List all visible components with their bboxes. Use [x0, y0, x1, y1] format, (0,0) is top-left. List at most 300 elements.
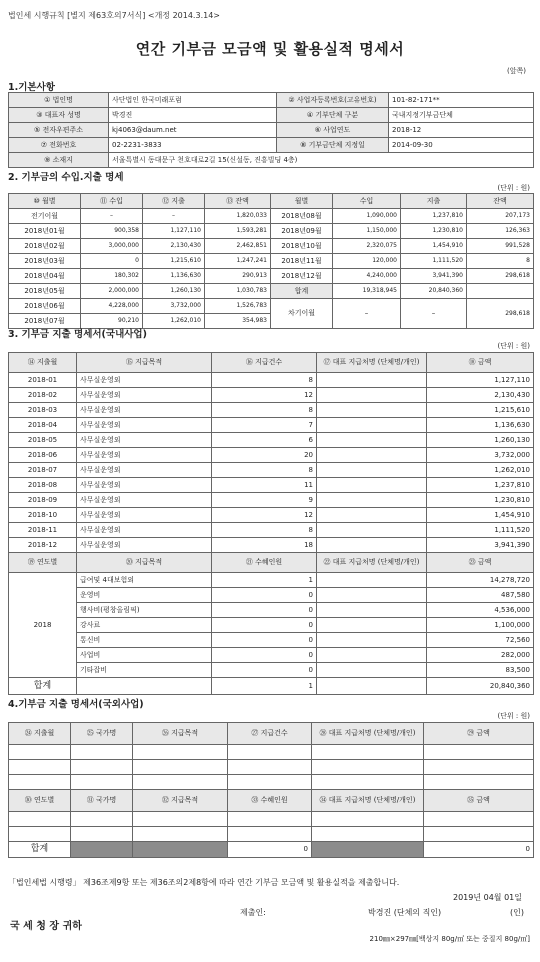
month-cell: 2018년09월 — [271, 224, 333, 239]
column-header: 월별 — [271, 194, 333, 209]
table-row — [9, 678, 534, 695]
payee-cell — [317, 603, 427, 618]
empty-cell — [228, 827, 312, 842]
table-row — [9, 842, 534, 858]
recipients-cell: 0 — [212, 603, 317, 618]
column-header: ⑬ 잔액 — [205, 194, 271, 209]
income-cell: 0 — [81, 254, 143, 269]
expense-cell: – — [143, 209, 205, 224]
empty-cell — [9, 745, 71, 760]
shaded-cell — [71, 842, 133, 858]
balance-cell: 1,593,281 — [205, 224, 271, 239]
table-row — [9, 760, 534, 775]
field-label: ⑤ 전자우편주소 — [9, 123, 109, 138]
empty-cell — [133, 745, 228, 760]
balance-cell: 1,820,033 — [205, 209, 271, 224]
purpose-cell: 사무실운영외 — [77, 463, 212, 478]
payee-cell — [317, 508, 427, 523]
balance-cell: 1,526,783 — [205, 299, 271, 314]
empty-cell — [9, 827, 71, 842]
month-cell: 2018-02 — [9, 388, 77, 403]
month-cell: 2018년01월 — [9, 224, 81, 239]
empty-cell — [71, 745, 133, 760]
empty-cell — [424, 760, 534, 775]
table-row — [9, 403, 534, 418]
column-header: ㉜ 지급목적 — [133, 790, 228, 812]
purpose-cell: 사업비 — [77, 648, 212, 663]
table-row — [9, 745, 534, 760]
empty-cell — [228, 745, 312, 760]
month-cell: 전기이월 — [9, 209, 81, 224]
empty-cell — [133, 827, 228, 842]
field-value: 국내지정기부금단체 — [389, 108, 534, 123]
month-cell: 2018년10월 — [271, 239, 333, 254]
empty-cell — [312, 760, 424, 775]
empty-cell — [9, 775, 71, 790]
income-cell: 3,000,000 — [81, 239, 143, 254]
payee-cell — [317, 388, 427, 403]
table-row — [9, 239, 534, 254]
recipients-cell: 0 — [212, 648, 317, 663]
income-cell: 180,302 — [81, 269, 143, 284]
field-label: ② 사업자등록번호(고유번호) — [277, 93, 389, 108]
submitter-label: 제출인: — [240, 908, 266, 917]
amount-cell: 2,130,430 — [427, 388, 534, 403]
purpose-cell: 사무실운영외 — [77, 418, 212, 433]
empty-cell — [424, 827, 534, 842]
unit-note: (단위 : 원) — [497, 712, 530, 720]
section2-heading: 2. 기부금의 수입.지출 명세 — [8, 172, 124, 183]
overseas-expense-table — [8, 722, 534, 858]
column-header: ⑮ 지급목적 — [77, 353, 212, 373]
column-header: ⑩ 월별 — [9, 194, 81, 209]
purpose-cell: 사무실운영외 — [77, 448, 212, 463]
table-row — [9, 775, 534, 790]
field-value: 2018-12 — [389, 123, 534, 138]
expense-cell: 20,840,360 — [401, 284, 467, 299]
month-cell: 2018년12월 — [271, 269, 333, 284]
expense-cell: 1,262,010 — [143, 314, 205, 329]
address-value: 서울특별시 동대문구 천호대로2길 15(신설동, 진흥빌딩 4층) — [109, 153, 534, 168]
payee-cell — [317, 663, 427, 678]
empty-cell — [133, 812, 228, 827]
month-cell: 2018-11 — [9, 523, 77, 538]
unit-note: (단위 : 원) — [497, 184, 530, 192]
table-row — [9, 827, 534, 842]
column-header: ㉘ 대표 지급처명 (단체명/개인) — [312, 723, 424, 745]
expense-cell: 1,230,810 — [401, 224, 467, 239]
month-cell: 2018년05월 — [9, 284, 81, 299]
table-row — [9, 388, 534, 403]
column-header: ㉛ 국가명 — [71, 790, 133, 812]
field-label: ⑥ 사업연도 — [277, 123, 389, 138]
seal-mark: (인) — [510, 908, 524, 917]
payee-cell — [317, 448, 427, 463]
month-cell: 2018년03월 — [9, 254, 81, 269]
column-header: ⑭ 지출월 — [9, 353, 77, 373]
submitter-name: 박경진 (단체의 직인) — [368, 908, 442, 917]
month-cell: 2018-01 — [9, 373, 77, 388]
balance-cell: 991,528 — [467, 239, 534, 254]
purpose-cell: 사무실운영외 — [77, 478, 212, 493]
payee-cell — [317, 373, 427, 388]
recipients-cell: 0 — [212, 663, 317, 678]
shaded-cell — [312, 842, 424, 858]
table-row — [9, 153, 534, 168]
expense-cell: 3,941,390 — [401, 269, 467, 284]
month-cell: 2018년02월 — [9, 239, 81, 254]
table-row — [9, 138, 534, 153]
field-value: 2014-09-30 — [389, 138, 534, 153]
empty-cell — [71, 760, 133, 775]
amount-cell: 1,127,110 — [427, 373, 534, 388]
column-header: ㉟ 금액 — [424, 790, 534, 812]
table-row — [9, 463, 534, 478]
table-row — [9, 573, 534, 588]
column-header: 잔액 — [467, 194, 534, 209]
empty-cell — [9, 812, 71, 827]
purpose-cell: 사무실운영외 — [77, 538, 212, 553]
table-row — [9, 523, 534, 538]
amount-cell: 1,262,010 — [427, 463, 534, 478]
empty-cell — [133, 775, 228, 790]
month-cell: 합계 — [271, 284, 333, 299]
year-cell: 2018 — [9, 573, 77, 678]
column-header: ㉖ 지급목적 — [133, 723, 228, 745]
table-row — [9, 493, 534, 508]
payee-cell — [317, 573, 427, 588]
table-row — [9, 194, 534, 209]
amount-cell: 4,536,000 — [427, 603, 534, 618]
carry-over-balance: 298,618 — [467, 299, 534, 329]
column-header: 지출 — [401, 194, 467, 209]
total-label: 합계 — [9, 678, 77, 695]
count-cell: 11 — [212, 478, 317, 493]
balance-cell: 126,363 — [467, 224, 534, 239]
income-expense-table — [8, 193, 534, 329]
expense-cell: 1,260,130 — [143, 284, 205, 299]
empty-cell — [228, 812, 312, 827]
income-cell: 4,228,000 — [81, 299, 143, 314]
empty-cell — [228, 775, 312, 790]
amount-cell: 1,260,130 — [427, 433, 534, 448]
column-header: ㉙ 금액 — [424, 723, 534, 745]
month-cell: 2018년07월 — [9, 314, 81, 329]
count-cell: 8 — [212, 373, 317, 388]
month-cell: 2018-07 — [9, 463, 77, 478]
column-header: ㉗ 지급건수 — [228, 723, 312, 745]
paper-spec: 210㎜×297㎜[백상지 80g/㎡ 또는 중질지 80g/㎡] — [369, 935, 530, 943]
empty-cell — [71, 827, 133, 842]
month-cell: 2018년11월 — [271, 254, 333, 269]
table-row — [9, 373, 534, 388]
table-row — [9, 284, 534, 299]
table-row — [9, 209, 534, 224]
column-header: 수입 — [333, 194, 401, 209]
amount-cell: 14,278,720 — [427, 573, 534, 588]
month-cell: 2018년04월 — [9, 269, 81, 284]
recipients-cell: 1 — [212, 573, 317, 588]
income-cell: 1,090,000 — [333, 209, 401, 224]
empty-cell — [312, 827, 424, 842]
income-cell: 1,150,000 — [333, 224, 401, 239]
balance-cell: 207,173 — [467, 209, 534, 224]
empty-cell — [77, 678, 212, 695]
addressee: 국 세 청 장 귀하 — [10, 921, 82, 932]
balance-cell: 290,913 — [205, 269, 271, 284]
income-cell: 90,210 — [81, 314, 143, 329]
field-value: 사단법인 한국미래포럼 — [109, 93, 277, 108]
carry-over-income: – — [333, 299, 401, 329]
column-header: ㉚ 연도별 — [9, 790, 71, 812]
column-header: ㉒ 대표 지급처명 (단체명/개인) — [317, 553, 427, 573]
recipients-cell: 0 — [212, 588, 317, 603]
month-cell: 2018-09 — [9, 493, 77, 508]
count-cell: 7 — [212, 418, 317, 433]
empty-cell — [424, 812, 534, 827]
payee-cell — [317, 463, 427, 478]
table-row — [9, 478, 534, 493]
front-page-note: (앞쪽) — [507, 67, 526, 75]
count-cell: 12 — [212, 388, 317, 403]
form-header: 법인세 시행규칙 [별지 제63호의7서식] <개정 2014.3.14> — [8, 11, 220, 20]
month-cell: 2018-12 — [9, 538, 77, 553]
count-cell: 6 — [212, 433, 317, 448]
empty-cell — [228, 760, 312, 775]
amount-cell: 72,560 — [427, 633, 534, 648]
carry-over-expense: – — [401, 299, 467, 329]
balance-cell: 2,462,851 — [205, 239, 271, 254]
section3-heading: 3. 기부금 지출 명세서(국내사업) — [8, 329, 147, 340]
table-row — [9, 108, 534, 123]
balance-cell: 8 — [467, 254, 534, 269]
field-label: ⑨ 소재지 — [9, 153, 109, 168]
expense-cell: 1,127,110 — [143, 224, 205, 239]
empty-cell — [71, 775, 133, 790]
income-cell: 4,240,000 — [333, 269, 401, 284]
count-cell: 9 — [212, 493, 317, 508]
purpose-cell: 사무실운영외 — [77, 403, 212, 418]
purpose-cell: 사무실운영외 — [77, 373, 212, 388]
table-row — [9, 633, 534, 648]
table-row — [9, 353, 534, 373]
income-cell: 900,358 — [81, 224, 143, 239]
balance-cell — [467, 284, 534, 299]
count-cell: 20 — [212, 448, 317, 463]
field-label: ③ 대표자 성명 — [9, 108, 109, 123]
income-cell: 2,000,000 — [81, 284, 143, 299]
empty-cell — [312, 745, 424, 760]
column-header: ⑳ 지급목적 — [77, 553, 212, 573]
total-count: 1 — [212, 678, 317, 695]
payee-cell — [317, 493, 427, 508]
section1-heading: 1.기본사항 — [8, 82, 55, 93]
month-cell: 2018-10 — [9, 508, 77, 523]
table-row — [9, 790, 534, 812]
purpose-cell: 강사료 — [77, 618, 212, 633]
payee-cell — [317, 523, 427, 538]
purpose-cell: 운영비 — [77, 588, 212, 603]
expense-cell: 1,454,910 — [401, 239, 467, 254]
column-header: ㉑ 수혜인원 — [212, 553, 317, 573]
table-row — [9, 433, 534, 448]
column-header: ㉝ 수혜인원 — [228, 790, 312, 812]
count-cell: 18 — [212, 538, 317, 553]
field-value: kj4063@daum.net — [109, 123, 277, 138]
empty-cell — [424, 745, 534, 760]
count-cell: 8 — [212, 523, 317, 538]
basic-info-table — [8, 92, 534, 168]
amount-cell: 3,732,000 — [427, 448, 534, 463]
payee-cell — [317, 588, 427, 603]
unit-note: (단위 : 원) — [497, 342, 530, 350]
purpose-cell: 사무실운영외 — [77, 493, 212, 508]
table-row — [9, 553, 534, 573]
field-value: 02-2231-3833 — [109, 138, 277, 153]
income-cell: 2,320,075 — [333, 239, 401, 254]
amount-cell: 1,111,520 — [427, 523, 534, 538]
table-row — [9, 603, 534, 618]
amount-cell: 1,237,810 — [427, 478, 534, 493]
total-count: 0 — [228, 842, 312, 858]
table-row — [9, 448, 534, 463]
month-cell: 2018년08월 — [271, 209, 333, 224]
empty-cell — [133, 760, 228, 775]
field-label: ④ 기부단체 구분 — [277, 108, 389, 123]
submission-statement: 「법인세법 시행령」 제36조제9항 또는 제36조의2제8항에 따라 연간 기부금 모금액 및 활용실적을 제출합니다. — [8, 878, 400, 887]
field-label: ⑦ 전화번호 — [9, 138, 109, 153]
purpose-cell: 사무실운영외 — [77, 388, 212, 403]
table-row — [9, 663, 534, 678]
total-amount: 20,840,360 — [427, 678, 534, 695]
payee-cell — [317, 478, 427, 493]
table-row — [9, 648, 534, 663]
purpose-cell: 사무실운영외 — [77, 508, 212, 523]
table-row — [9, 508, 534, 523]
month-cell: 2018년06월 — [9, 299, 81, 314]
field-value: 101-82-171** — [389, 93, 534, 108]
payee-cell — [317, 403, 427, 418]
column-header: ⑲ 연도별 — [9, 553, 77, 573]
payee-cell — [317, 433, 427, 448]
expense-cell: 1,237,810 — [401, 209, 467, 224]
expense-cell: 2,130,430 — [143, 239, 205, 254]
table-row — [9, 588, 534, 603]
recipients-cell: 0 — [212, 633, 317, 648]
table-row — [9, 538, 534, 553]
table-row — [9, 224, 534, 239]
payee-cell — [317, 648, 427, 663]
table-row — [9, 254, 534, 269]
empty-cell — [317, 678, 427, 695]
month-cell: 2018-03 — [9, 403, 77, 418]
table-row — [9, 418, 534, 433]
payee-cell — [317, 538, 427, 553]
expense-cell: 1,111,520 — [401, 254, 467, 269]
empty-cell — [424, 775, 534, 790]
total-amount: 0 — [424, 842, 534, 858]
count-cell: 8 — [212, 463, 317, 478]
amount-cell: 1,454,910 — [427, 508, 534, 523]
amount-cell: 282,000 — [427, 648, 534, 663]
field-label: ⑧ 기부금단체 지정일 — [277, 138, 389, 153]
column-header: ⑯ 지급건수 — [212, 353, 317, 373]
payee-cell — [317, 418, 427, 433]
domestic-expense-table — [8, 352, 534, 695]
table-row — [9, 93, 534, 108]
expense-cell: 1,215,610 — [143, 254, 205, 269]
recipients-cell: 0 — [212, 618, 317, 633]
payee-cell — [317, 618, 427, 633]
income-cell: 120,000 — [333, 254, 401, 269]
empty-cell — [71, 812, 133, 827]
month-cell: 2018-06 — [9, 448, 77, 463]
table-row — [9, 812, 534, 827]
field-value: 박경진 — [109, 108, 277, 123]
balance-cell: 1,247,241 — [205, 254, 271, 269]
amount-cell: 83,500 — [427, 663, 534, 678]
count-cell: 12 — [212, 508, 317, 523]
month-cell: 2018-04 — [9, 418, 77, 433]
column-header: ㉓ 금액 — [427, 553, 534, 573]
amount-cell: 1,230,810 — [427, 493, 534, 508]
column-header: ⑰ 대표 지급처명 (단체명/개인) — [317, 353, 427, 373]
page-title: 연간 기부금 모금액 및 활용실적 명세서 — [135, 40, 405, 58]
expense-cell: 1,136,630 — [143, 269, 205, 284]
purpose-cell: 사무실운영외 — [77, 433, 212, 448]
table-row — [9, 123, 534, 138]
amount-cell: 1,136,630 — [427, 418, 534, 433]
purpose-cell: 사무실운영외 — [77, 523, 212, 538]
shaded-cell — [133, 842, 228, 858]
column-header: ㉕ 국가명 — [71, 723, 133, 745]
column-header: ㉞ 대표 지급처명 (단체명/개인) — [312, 790, 424, 812]
balance-cell: 1,030,783 — [205, 284, 271, 299]
table-row — [9, 269, 534, 284]
field-label: ① 법인명 — [9, 93, 109, 108]
income-cell: – — [81, 209, 143, 224]
table-row — [9, 723, 534, 745]
amount-cell: 1,100,000 — [427, 618, 534, 633]
purpose-cell: 급여및 4대보험외 — [77, 573, 212, 588]
expense-cell: 3,732,000 — [143, 299, 205, 314]
section4-heading: 4.기부금 지출 명세서(국외사업) — [8, 699, 144, 710]
column-header: ⑫ 지출 — [143, 194, 205, 209]
month-cell: 2018-05 — [9, 433, 77, 448]
balance-cell: 354,983 — [205, 314, 271, 329]
amount-cell: 487,580 — [427, 588, 534, 603]
purpose-cell: 행사비(평창올림픽) — [77, 603, 212, 618]
total-label: 합계 — [9, 842, 71, 858]
empty-cell — [312, 775, 424, 790]
count-cell: 8 — [212, 403, 317, 418]
amount-cell: 3,941,390 — [427, 538, 534, 553]
column-header: ⑱ 금액 — [427, 353, 534, 373]
empty-cell — [9, 760, 71, 775]
column-header: ㉔ 지출월 — [9, 723, 71, 745]
table-row — [9, 618, 534, 633]
empty-cell — [312, 812, 424, 827]
income-cell: 19,318,945 — [333, 284, 401, 299]
balance-cell: 298,618 — [467, 269, 534, 284]
purpose-cell: 통신비 — [77, 633, 212, 648]
column-header: ⑪ 수입 — [81, 194, 143, 209]
submission-date: 2019년 04월 01일 — [453, 893, 522, 902]
table-row — [9, 299, 534, 314]
carry-over-label: 차기이월 — [271, 299, 333, 329]
purpose-cell: 기타잡비 — [77, 663, 212, 678]
amount-cell: 1,215,610 — [427, 403, 534, 418]
